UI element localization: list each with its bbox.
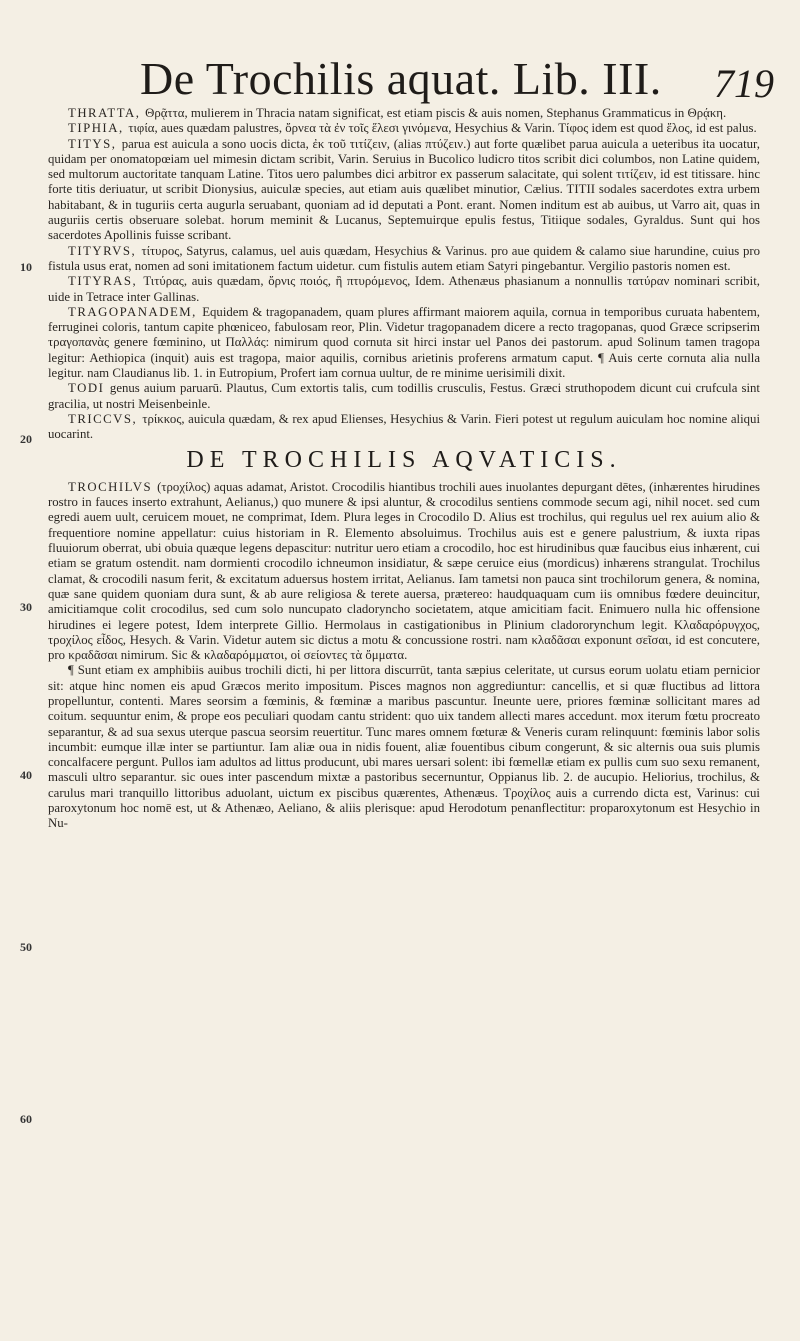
entry-text: τρίκκος, auicula quædam, & rex apud Elienses, Hesychius & Varin. Fieri potest ut regulum auiculam hoc nomine aliqui uocarint.	[48, 411, 761, 442]
page-number: 719	[714, 61, 774, 106]
margin-line-number: 10	[20, 260, 32, 274]
entry-text: τίτυρος, Satyrus, calamus, uel auis quædam, Hesychius & Varinus. pro aue quidem & calamo siue harundine, cuius pro fistula usus erat, nomen ad soni imitationem factum uidetur. cum fistulis autem etiam Satyri pingebantur. Vergilio pastoris nomen est.	[48, 243, 760, 273]
entry-paragraph	[48, 412, 760, 443]
text-column	[48, 106, 760, 842]
entry-paragraph	[48, 663, 760, 831]
entry-lemma: TROCHILVS	[68, 479, 158, 494]
entry-lemma: TIPHIA,	[68, 121, 129, 136]
entry-paragraph	[48, 381, 760, 412]
entry-lemma: TODI	[68, 381, 110, 396]
entry-text: parua est auicula a sono uocis dicta, ἐκ τοῦ τιτίζειν, (alias πτύζειν.) aut forte quælibet parua auicula a ueteribus ita uocatur, quidam per onomatopœiam uel mimesin dictam scribit, Varin. Seruius in Bucolico ludicro titos scribit dici columbos, non Latine quidem, sed multorum auctoritate tanquam Latine. Titos uero palumbes dici arbitror ex passerum salacitate, qui solent τιτίζειν, id est titissare. hinc forte titis deriuatur, ut scribit Dionysius, auiculæ species, aut etiam auis quælibet minutior, Cælius. TITII sodales sacerdotes extra urbem habitabant, & in tuguriis certa augurla seruabant, quoniam ad id deputati a Pont. erant. Nomen inditum est ab auibus, ut Varro ait, quas in auguriis certis obseruare solebat. horum meminit & Lucanus, Septemuirque epulis festus, Titiique sodales, Gyraldus. Sunt qui hos sacerdotes Apollinis fuisse scribant.	[48, 136, 761, 243]
entry-paragraph	[48, 480, 760, 664]
page-bottom-margin	[48, 832, 760, 842]
running-head: De Trochilis aquat. Lib. III.	[140, 53, 662, 104]
page-header	[0, 52, 800, 108]
entry-lemma: TITYS,	[68, 136, 122, 151]
margin-line-number: 30	[20, 600, 32, 614]
entry-text: ¶ Sunt etiam ex amphibiis auibus trochili dicti, hi per littora discurrūt, tanta sæpius celeritate, ut cursus eorum uolatu etiam pernicior sit: atque hinc nomen eis apud Græcos merito impositum. Pisces magnos non aggrediuntur: cancellis, et si quæ fluctibus ad littora propelluntur, contenti. Mares seorsim a fœminis, & fœminæ a maribus pascuntur. Ineunte uere, priores fœminæ sollicitant mares ad coitum. sequuntur enim, & prope eos peculiari quodam cantu strident: quo uix tandem allecti mares accedunt. mox iterum fœtu procreato separantur, & ad sua sexus uterque pascua seorsim reuertitur. Tunc mares omnem fœturæ & Veneris curam relinquunt: fœminis labor solis incumbit: eumque illæ inter se partiuntur. Iam aliæ oua in nidis fouent, aliæ fouentibus cibum congerunt, & sic alternis oua suis plumis concalfacere pergunt. Pullos iam adultos ad littus producunt, ubi mares uersari solent: ibi fœmellæ etiam ex pullis cum suo sexu remanent, masculi ultro separantur. sic oues inter pascendum mixtæ a pastoribus secernuntur, Oppianus lib. 2. de aucupio. Heliorius, trochilus, & carulus mari tranquillo littoribus aduolant, uictum ex piscibus quærentes, Athenæus. Τροχίλος auis a currendo dicta est, Varinus: cui paroxytonum hoc nomē est, ut & Athenæo, Aeliano, & aliis plerisque: apud Herodotum penanflectitur: proparoxytonum est Hesychio in Nu-	[48, 663, 760, 831]
entry-text: Τιτύρας, auis quædam, ὄρνις ποιός, ἢ πτυρόμενος, Idem. Athenæus phasianum a nonnullis τατύραν nominari scribit, uide in Tetrace inter Gallinas.	[48, 274, 760, 304]
margin-line-number: 50	[20, 940, 32, 954]
entry-paragraph	[48, 274, 760, 305]
entry-text: Θρᾷττα, mulierem in Thracia natam significat, est etiam piscis & auis nomen, Stephanus Grammaticus in Θρᾴκη.	[145, 106, 727, 120]
entry-lemma: TRICCVS,	[68, 411, 143, 426]
entry-text: genus auium paruarū. Plautus, Cum extortis talis, cum todillis crusculis, Festus. Græci struthopodem dicunt cui crufcula sint gracilia, ut nostri Meisenbeinle.	[48, 381, 760, 411]
entry-paragraph	[48, 244, 760, 275]
margin-line-number: 20	[20, 432, 32, 446]
margin-line-number: 40	[20, 768, 32, 782]
entry-paragraph	[48, 137, 760, 244]
entry-text: Equidem & tragopanadem, quam plures affirmant maiorem aquila, cornua in temporibus curuata habentem, ferruginei coloris, tantum capite phœniceo, fabulosam reor, Plin. Videtur tragopanadem dicere a recto tragopanas, quod Græce scripserim τραγοπανὰς genere fœminino, ut Παλλάς: nimirum quod cornuta sit hirci instar uel Panos dei pastorum. apud Solinum tamen tragopa legitur: Aethiopica (inquit) auis est tragopa, maior aquilis, cornibus arietinis proferens armatum caput. ¶ Auis certe cornuta alia nulla legitur. nam Claudianus lib. 1. in Eutropium, Profert iam cornua uultur, de re minime uerisimili dixit.	[48, 304, 760, 381]
entry-lemma: TITYRVS,	[68, 243, 142, 258]
entry-lemma: THRATTA,	[68, 106, 146, 120]
entry-text: (τροχίλος) aquas adamat, Aristot. Crocodilis hiantibus trochili aues inuolantes depurgant dētes, (inhærentes hirudines rostro in fauces inserto extrahunt, Aelianus,) quo munere & ipsi aluntur, & crocodilus sentiens commode secum agi, nihil nocet. sed cum egredi auem uult, ceruicem mouet, ne comprimat, Idem. Plura leges in Crocodilo D. Alius est trochilus, qui regulus uel rex auium alio & frequentiore nomine appellatur: cuius historiam in R. Elemento absoluimus. Trochilus auis est e genere palustrium, & iuxta ripas fluuiorum oberrat, ubi obuia quæque legens depascitur: nutritur uero etiam a crocodilo, hoc est hirudinibus quæ faucibus eius inhærent, cui etiam se gratum ostendit. nam dormienti crocodilo ichneumon insidiatur, & sæpe ceruice eius (mordicus) inhærens strangulat. Trochilus clamat, & crocodili nasum ferit, & excitatum aduersus hostem irritat, Aelianus. Iam tametsi non pauca sint trochilorum genera, & nomina, quæ sane quidem quoniam dura sunt, & ab aure religiosa & terete auersa, prætereo: haudquaquam cum iis omnibus fœdere deuincitur, amicitiamque colit crocodilus, sed cum solo nuncupato cladoryncho societatem, atque amicitiam facit. Enimuero nulla hic offensione hirudines ei legere potest, Idem interprete Gillio. Hermolaus in castigationibus in Plinium cladororynchum legit. Κλαδαρόρυγχος, τροχίλος εἶδος, Hesych. & Varin. Videtur autem sic dictus a motu & concussione rostri. nam κλαδᾶσαι exponunt σεῖσαι, id est concutere, pro κραδᾶσαι nimirum. Sic & κλαδαρόμματοι, οἱ σείοντες τὰ ὄμματα.	[48, 479, 760, 663]
entry-paragraph	[48, 106, 760, 121]
entry-lemma: TITYRAS,	[68, 274, 144, 289]
entry-paragraph	[48, 121, 760, 136]
entry-text: τιφία, aues quædam palustres, ὄρνεα τὰ ἐν τοῖς ἕλεσι γινόμενα, Hesychius & Varin. Τίφος idem est quod ἕλος, id est palus.	[128, 121, 757, 136]
entry-paragraph	[48, 305, 760, 381]
margin-line-number: 60	[20, 1112, 32, 1126]
entry-lemma: TRAGOPANADEM,	[68, 304, 203, 319]
section-heading: DE TROCHILIS AQVATICIS.	[186, 446, 622, 473]
